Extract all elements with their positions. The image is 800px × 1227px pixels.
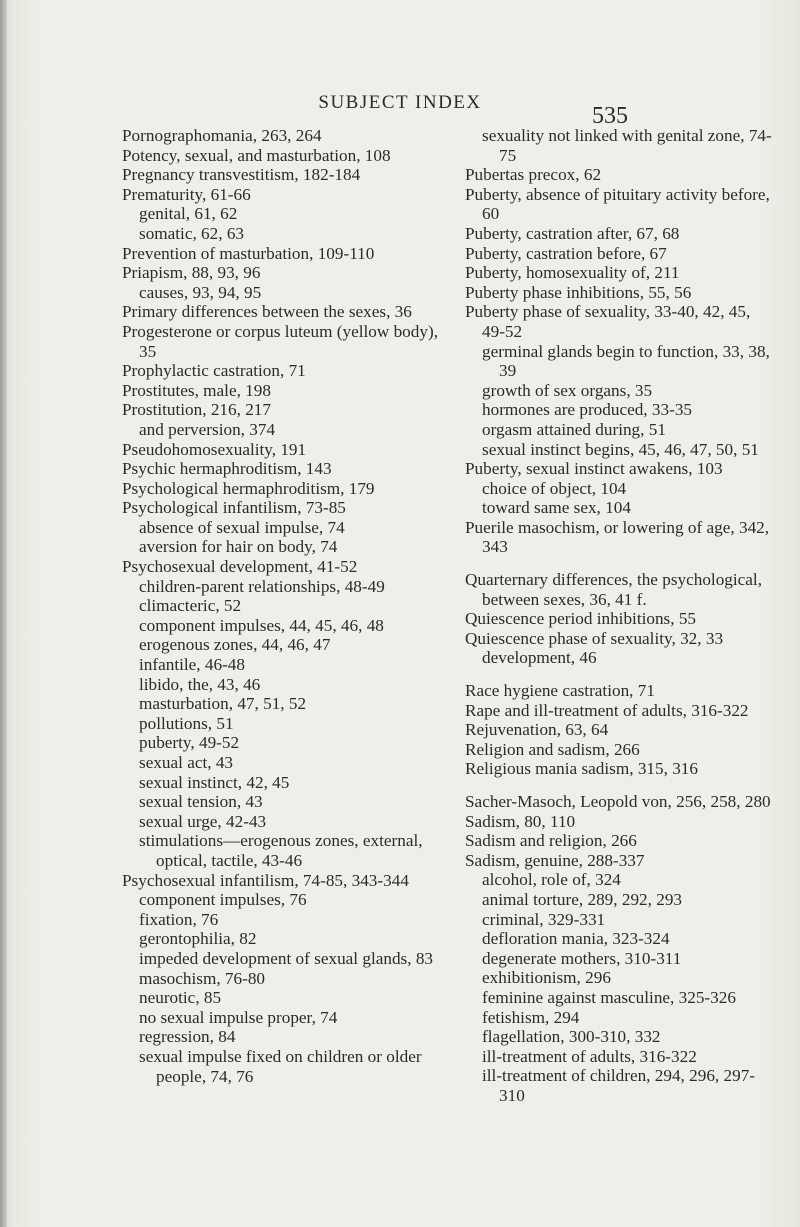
index-entry: Rape and ill-treatment of adults, 316-322 [465,700,749,720]
index-entry: Religion and sadism, 266 [465,739,640,759]
index-subentry: exhibitionism, 296 [482,968,611,988]
index-subentry: sexual tension, 43 [139,792,263,812]
index-entry: Prophylactic castration, 71 [122,361,306,381]
index-subentry: germinal glands begin to function, 33, 38, 39 [482,341,770,381]
index-subentry: criminal, 329-331 [482,909,606,929]
index-subentry: sexual instinct begins, 45, 46, 47, 50, 51 [482,439,759,459]
index-entry: Primary differences between the sexes, 36 [122,302,412,322]
index-subentry: hormones are produced, 33-35 [482,400,693,420]
index-subentry: choice of object, 104 [482,478,627,498]
index-entry: Sadism, genuine, 288-337 [465,850,645,870]
index-subentry: pollutions, 51 [139,713,234,733]
index-subentry: gerontophilia, 82 [139,929,257,949]
index-entry: Progesterone or corpus luteum (yellow body), 35 [122,321,438,361]
index-subentry: neurotic, 85 [139,988,222,1008]
index-entry: Puberty, sexual instinct awakens, 103 [465,459,723,479]
running-head: SUBJECT INDEX [318,92,482,113]
index-subentry: sexual act, 43 [139,753,234,772]
index-entry: Puberty phase inhibitions, 55, 56 [465,282,692,302]
index-subentry: and perversion, 374 [139,419,276,439]
index-entry: Puberty, homosexuality of, 211 [465,263,680,283]
index-subentry: development, 46 [482,648,597,668]
index-entry: Psychological hermaphroditism, 179 [122,478,375,498]
section-gap [465,779,775,792]
index-entry: Religious mania sadism, 315, 316 [465,759,698,779]
index-subentry: toward same sex, 104 [482,498,631,518]
index-subentry: component impulses, 44, 45, 46, 48 [139,615,384,635]
index-entry: Puberty, castration after, 67, 68 [465,223,680,243]
index-subentry: ill-treatment of children, 294, 296, 297-310 [482,1066,756,1105]
index-subentry: feminine against masculine, 325-326 [482,987,736,1007]
index-entry: Pornographomania, 263, 264 [122,126,322,145]
index-entry: Sadism, 80, 110 [465,811,576,831]
index-entry: Sadism and religion, 266 [465,831,637,851]
index-entry: Priapism, 88, 93, 96 [122,263,261,283]
page-number: 535 [592,103,628,129]
index-entry: Race hygiene castration, 71 [465,681,655,701]
index-subentry: fetishism, 294 [482,1007,580,1027]
index-entry: Puerile masochism, or lowering of age, 342, 343 [465,517,770,557]
index-entry: Pubertas precox, 62 [465,165,602,185]
index-subentry: infantile, 46-48 [139,655,245,675]
index-subentry: orgasm attained during, 51 [482,419,666,439]
index-subentry: flagellation, 300-310, 332 [482,1027,661,1047]
index-subentry: ill-treatment of adults, 316-322 [482,1046,697,1066]
index-entry: Puberty phase of sexuality, 33-40, 42, 45, 49-52 [465,302,751,341]
index-subentry: sexual urge, 42-43 [139,811,267,831]
index-subentry: regression, 84 [139,1027,236,1047]
index-subentry: defloration mania, 323-324 [482,929,670,949]
index-subentry: absence of sexual impulse, 74 [139,517,345,537]
index-subentry: masochism, 76-80 [139,968,266,988]
index-subentry: degenerate mothers, 310-311 [482,948,682,968]
index-subentry: animal torture, 289, 292, 293 [482,889,683,909]
index-subentry: aversion for hair on body, 74 [139,537,338,557]
index-entry: Potency, sexual, and masturbation, 108 [122,145,391,165]
index-entry: Quiescence period inhibitions, 55 [465,609,697,629]
section-gap [465,668,775,681]
index-entry: Prostitutes, male, 198 [122,380,271,400]
index-subentry: no sexual impulse proper, 74 [139,1007,338,1027]
index-subentry: sexuality not linked with genital zone, 74-75 [482,126,772,165]
index-entry: Puberty, castration before, 67 [465,243,667,263]
page-gutter-shadow [0,0,7,1227]
index-subentry: erogenous zones, 44, 46, 47 [139,635,331,655]
index-subentry: alcohol, role of, 324 [482,870,621,890]
index-entry: Puberty, absence of pituitary activity before, 60 [465,184,770,224]
index-entry: Rejuvenation, 63, 64 [465,720,609,740]
index-subentry: somatic, 62, 63 [139,223,245,243]
index-column-right [465,126,775,1106]
index-subentry: sexual impulse fixed on children or older people, 74, 76 [139,1046,422,1086]
index-subentry: masturbation, 47, 51, 52 [139,694,307,714]
index-subentry: component impulses, 76 [139,890,307,910]
index-subentry: stimulations—erogenous zones, external, optical, tactile, 43-46 [139,831,423,870]
index-subentry: children-parent relationships, 48-49 [139,576,385,596]
index-column-left [122,126,452,1086]
index-entry: Psychological infantilism, 73-85 [122,498,346,518]
index-entry: Quiescence phase of sexuality, 32, 33 [465,628,724,648]
index-subentry: fixation, 76 [139,909,219,929]
index-entry: Prostitution, 216, 217 [122,400,271,420]
section-gap [465,557,775,570]
index-subentry: climacteric, 52 [139,596,242,616]
index-entry: Sacher-Masoch, Leopold von, 256, 258, 280 [465,792,771,811]
index-entry: Psychosexual development, 41-52 [122,557,358,577]
index-subentry: genital, 61, 62 [139,204,238,224]
index-subentry: growth of sex organs, 35 [482,380,653,400]
index-subentry: puberty, 49-52 [139,733,240,753]
index-subentry: sexual instinct, 42, 45 [139,772,290,792]
index-entry: Prematurity, 61-66 [122,184,251,204]
index-entry: Prevention of masturbation, 109-110 [122,243,375,263]
index-entry: Psychosexual infantilism, 74-85, 343-344 [122,870,409,890]
index-entry: Pregnancy transvestitism, 182-184 [122,165,361,185]
index-subentry: causes, 93, 94, 95 [139,282,262,302]
index-subentry: libido, the, 43, 46 [139,674,261,694]
index-entry: Quarternary differences, the psychological, between sexes, 36, 41 f. [465,570,762,609]
index-entry: Pseudohomosexuality, 191 [122,439,307,459]
index-entry: Psychic hermaphroditism, 143 [122,459,332,479]
index-subentry: impeded development of sexual glands, 83 [139,948,434,968]
